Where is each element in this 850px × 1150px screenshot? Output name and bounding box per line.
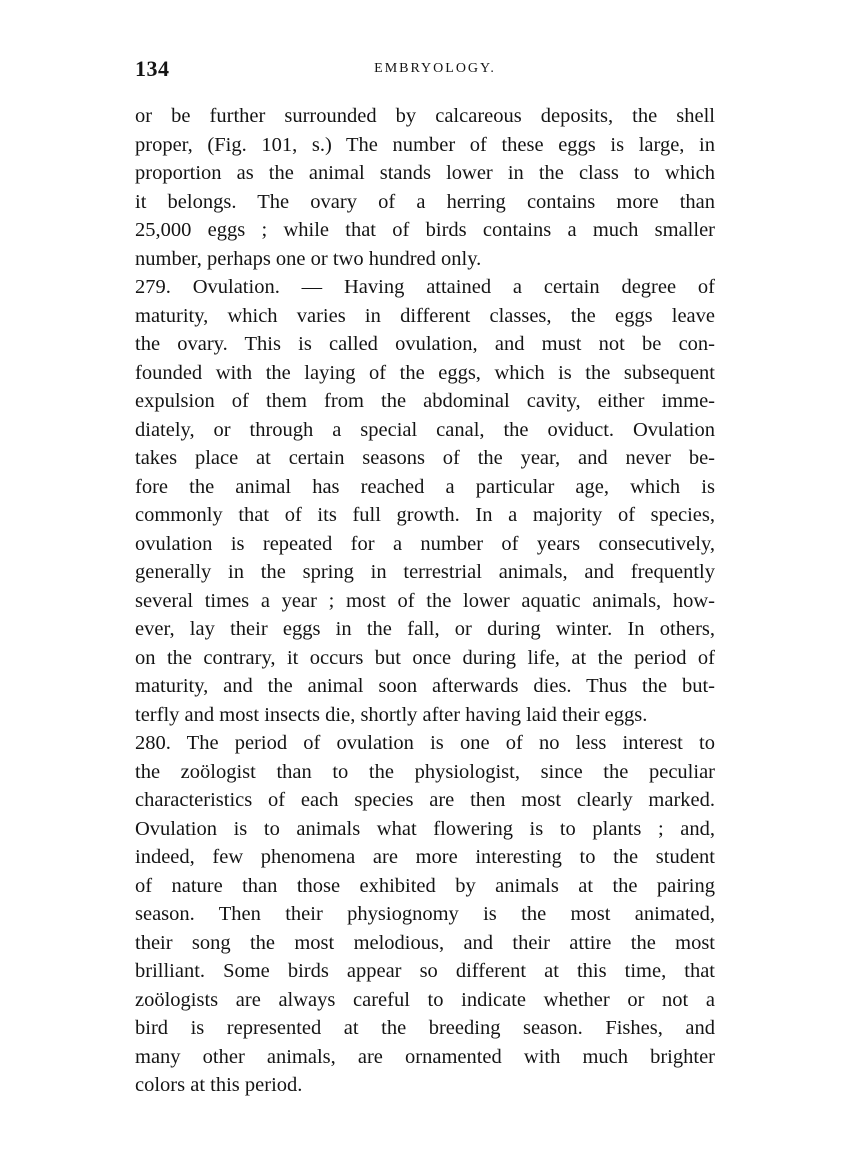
text-line: season. Then their physiognomy is the most animated, (135, 903, 715, 925)
text-line: number, perhaps one or two hundred only. (135, 247, 482, 270)
text-line: diately, or through a special canal, the oviduct. Ovulation (135, 418, 715, 441)
text-line: of nature than those exhibited by animals at the pairing (135, 874, 715, 897)
paragraph-279-start: 279. Ovulation. — Having attained a certain degree of (135, 276, 715, 298)
body-text (135, 102, 715, 1100)
text-line: expulsion of them from the abdominal cavity, either imme- (135, 390, 715, 412)
text-line: zoölogists are always careful to indicate whether or not a (135, 988, 715, 1011)
page-number: 134 (135, 56, 170, 81)
text-line: ever, lay their eggs in the fall, or during winter. In others, (135, 618, 715, 640)
text-line: indeed, few phenomena are more interesting to the student (135, 846, 715, 868)
text-line: it belongs. The ovary of a herring contains more than (135, 190, 715, 213)
text-line: maturity, which varies in different classes, the eggs leave (135, 304, 715, 327)
text-line: on the contrary, it occurs but once during life, at the period of (135, 646, 715, 669)
text-line: characteristics of each species are then most clearly marked. (135, 789, 715, 811)
text-line: Ovulation is to animals what flowering is to plants ; and, (135, 817, 715, 840)
text-line: terfly and most insects die, shortly after having laid their eggs. (135, 703, 648, 726)
text-line: founded with the laying of the eggs, which is the subsequent (135, 361, 715, 384)
text-line: maturity, and the animal soon afterwards dies. Thus the but- (135, 675, 715, 697)
text-line: the ovary. This is called ovulation, and must not be con- (135, 333, 715, 355)
text-line: bird is represented at the breeding season. Fishes, and (135, 1017, 715, 1039)
page-header (135, 56, 715, 86)
text-line: many other animals, are ornamented with much brighter (135, 1045, 715, 1068)
text-line: 25,000 eggs ; while that of birds contains a much smaller (135, 219, 715, 241)
text-line: or be further surrounded by calcareous deposits, the shell (135, 105, 715, 127)
running-head: EMBRYOLOGY. (374, 61, 496, 76)
text-line: proper, (Fig. 101, s.) The number of these eggs is large, in (135, 133, 715, 156)
paragraph-280-start: 280. The period of ovulation is one of no less interest to (135, 732, 715, 754)
text-line: several times a year ; most of the lower aquatic animals, how- (135, 589, 715, 612)
text-line: generally in the spring in terrestrial animals, and frequently (135, 561, 715, 583)
text-line: ovulation is repeated for a number of years consecutively, (135, 532, 715, 555)
text-line: brilliant. Some birds appear so different at this time, that (135, 960, 715, 982)
text-line: takes place at certain seasons of the year, and never be- (135, 447, 715, 469)
text-line: proportion as the animal stands lower in the class to which (135, 162, 715, 184)
text-line: colors at this period. (135, 1074, 303, 1096)
text-line: their song the most melodious, and their attire the most (135, 931, 715, 954)
text-line: the zoölogist than to the physiologist, since the peculiar (135, 760, 715, 783)
text-line: fore the animal has reached a particular age, which is (135, 475, 715, 498)
text-line: commonly that of its full growth. In a majority of species, (135, 504, 715, 526)
